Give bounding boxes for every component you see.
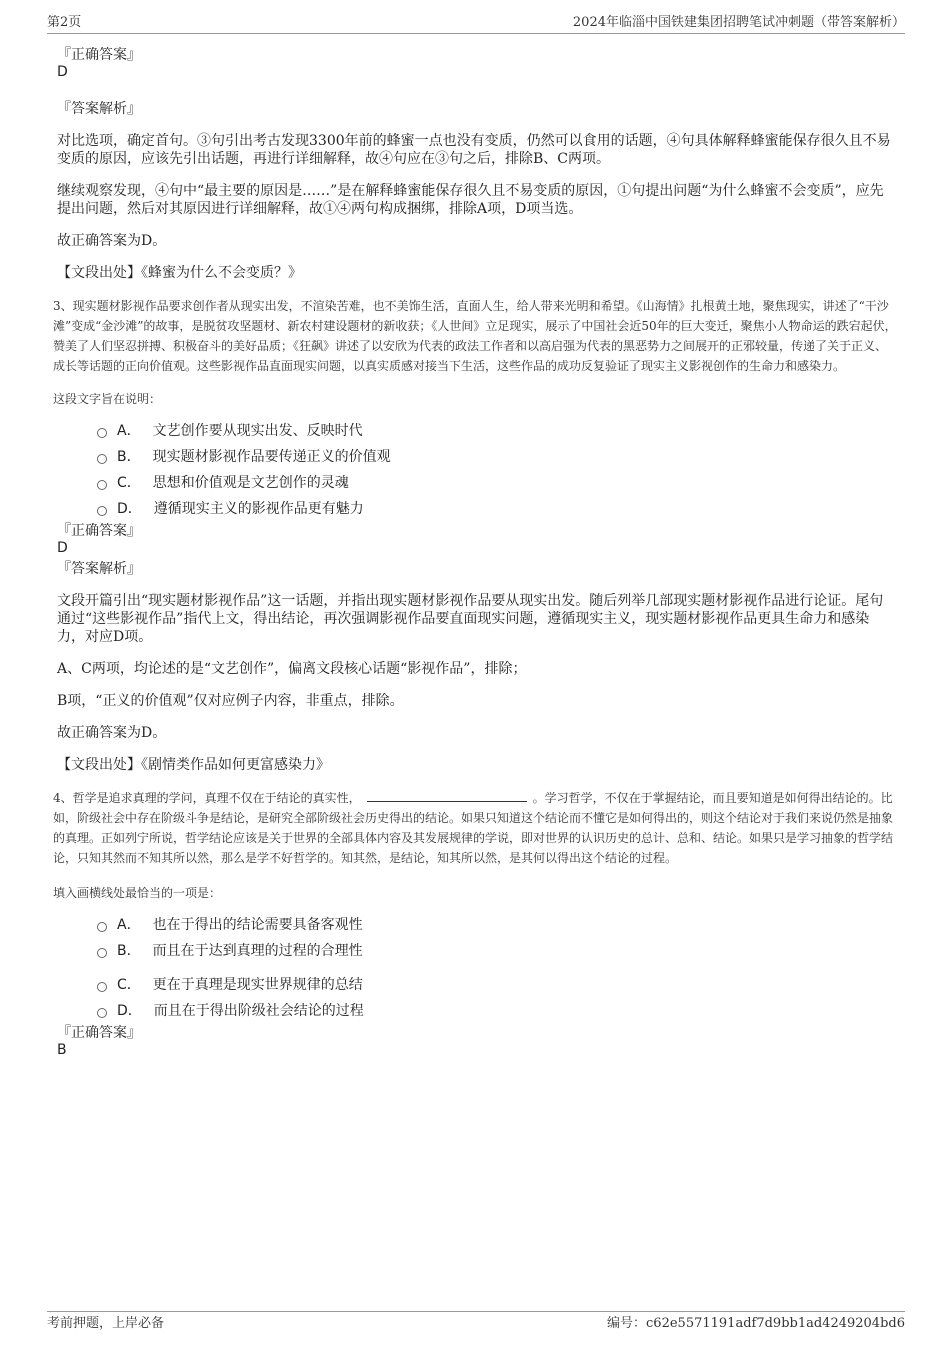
radio-icon[interactable] [97,922,107,932]
q2-analysis-para-1: 对比选项，确定首句。③句引出考古发现3300年前的蜂蜜一点也没有变质，仍然可以食用的话题，④句具体解释蜂蜜能保存很久且不易变质的原因，应该先引出话题，再进行详细解释，故④句应在③句之后，排除B、C两项。 [57,133,891,167]
radio-icon[interactable] [97,1008,107,1018]
q2-answer: D [57,64,68,80]
radio-icon[interactable] [97,506,107,516]
radio-icon[interactable] [97,454,107,464]
q3-question-text: 3、现实题材影视作品要求创作者从现实出发，不渲染苦难，也不美饰生活，直面人生，给人带来光明和希望。《山海情》扎根黄土地，聚焦现实，讲述了“干沙滩”变成“金沙滩”的故事，是脱贫攻坚题材、新农村建设题材的新收获；《人世间》立足现实，展示了中国社会近50年的巨大变迁，聚焦小人物命运的跌宕起伏，赞美了人们坚忍拼搏、积极奋斗的美好品质；《狂飙》讲述了以安欣为代表的政法工作者和以高启强为代表的黑恶势力之间展开的正邪较量，传递了关于正义、成长等话题的正向价值观。这些影视作品直面现实问题，以真实质感对接当下生活，这些作品的成功反复验证了现实主义影视创作的生命力和感染力。 [53,299,897,373]
q4-answer-label: 『正确答案』 [57,1025,141,1041]
q3-answer-label: 『正确答案』 [57,523,141,539]
q3-source: 【文段出处】《剧情类作品如何更富感染力》 [57,757,330,773]
q3-prompt: 这段文字旨在说明： [53,392,162,406]
q4-option-c[interactable]: C． 更在于真理是现实世界规律的总结 [97,972,897,998]
radio-icon[interactable] [97,480,107,490]
radio-icon[interactable] [97,982,107,992]
q3-option-a[interactable]: A． 文艺创作要从现实出发、反映时代 [97,418,897,444]
footer-slogan: 考前押题，上岸必备 [47,1316,165,1331]
q2-analysis-label: 『答案解析』 [57,101,141,117]
q4-option-d[interactable]: D． 而且在于得出阶级社会结论的过程 [97,998,897,1024]
q2-analysis-para-2: 继续观察发现，④句中“最主要的原因是……”是在解释蜂蜜能保存很久且不易变质的原因，①句提出问题“为什么蜂蜜不会变质”，应先提出问题，然后对其原因进行详细解释，故①④两句构成捆绑，排除A项，D项当选。 [57,183,884,217]
page-header [47,14,905,34]
q3-option-c[interactable]: C． 思想和价值观是文艺创作的灵魂 [97,470,897,496]
q3-analysis-para-1: 文段开篇引出“现实题材影视作品”这一话题，并指出现实题材影视作品要从现实出发。随后列举几部现实题材影视作品进行论证。尾句通过“这些影视作品”指代上文，得出结论，再次强调影视作品要直面现实问题，遵循现实主义，现实题材影视作品更具生命力和感染力，对应D项。 [57,593,884,645]
page-content [53,46,897,1058]
q2-answer-label: 『正确答案』 [57,47,141,63]
q3-analysis-para-3: B项，“正义的价值观”仅对应例子内容，非重点，排除。 [57,693,404,709]
page-footer [47,1311,905,1331]
q4-option-b[interactable]: B． 而且在于达到真理的过程的合理性 [97,938,897,964]
fill-in-blank [367,789,527,802]
q2-analysis-para-3: 故正确答案为D。 [57,233,167,249]
q4-option-a[interactable]: A． 也在于得出的结论需要具备客观性 [97,912,897,938]
document-serial: 编号：c62e5571191adf7d9bb1ad4249204bd6 [607,1316,905,1331]
q4-question-text: 4、哲学是追求真理的学问，真理不仅在于结论的真实性， 。学习哲学，不仅在于掌握结论，而且要知道是如何得出结论的。比如，阶级社会中存在阶级斗争是结论，是研究全部阶级社会历史得出的结论。如果只知道这个结论而不懂它是如何得出的，则这个结论对于我们来说仍然是抽象的真理。正如列宁所说，哲学结论应该是关于世界的全部具体内容及其发展规律的学说，即对世界的认识历史的总计、总和、结论。如果只是学习抽象的哲学结论，只知其然而不知其所以然，那么是学不好哲学的。知其然，是结论，知其所以然，是其何以得出这个结论的过程。 [53,791,894,865]
q3-option-d[interactable]: D． 遵循现实主义的影视作品更有魅力 [97,496,897,522]
q3-options [97,418,897,522]
document-title: 2024年临淄中国铁建集团招聘笔试冲刺题（带答案解析） [572,15,905,30]
q4-options [97,912,897,1024]
q3-analysis-label: 『答案解析』 [57,561,141,577]
q3-analysis-para-2: A、C两项，均论述的是“文艺创作”，偏离文段核心话题“影视作品”，排除； [57,661,527,677]
page-number: 第2页 [47,15,82,30]
q4-prompt: 填入画横线处最恰当的一项是： [53,886,222,900]
radio-icon[interactable] [97,948,107,958]
q3-option-b[interactable]: B． 现实题材影视作品要传递正义的价值观 [97,444,897,470]
q2-source: 【文段出处】《蜂蜜为什么不会变质？》 [57,265,302,281]
radio-icon[interactable] [97,428,107,438]
q4-answer: B [57,1042,67,1058]
q3-answer: D [57,540,68,556]
q3-analysis-para-4: 故正确答案为D。 [57,725,167,741]
